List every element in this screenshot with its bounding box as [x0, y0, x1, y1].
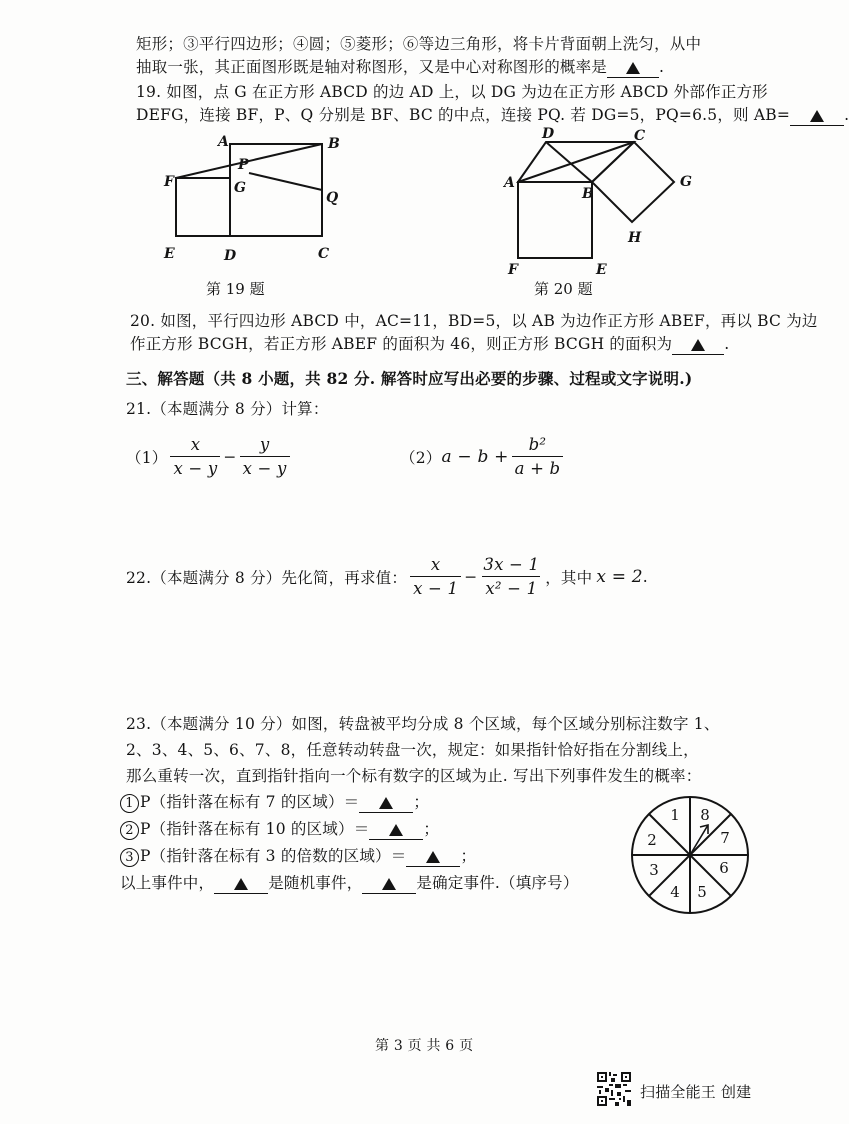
- q20-line1: 20. 如图，平行四边形 ABCD 中，AC=11，BD=5，以 AB 为边作正方形 ABEF，再以 BC 为边: [130, 312, 818, 330]
- q19-answer-blank: [790, 107, 844, 126]
- square-abef: [518, 182, 592, 258]
- label-f: F: [508, 262, 518, 278]
- q23-line1: 23.（本题满分 10 分）如图，转盘被平均分成 8 个区域，每个区域分别标注数字 1、: [126, 715, 720, 733]
- diagonal-bd: [546, 142, 592, 182]
- q23-item3-blank: [406, 848, 460, 867]
- triangle-marker-icon: [426, 851, 440, 863]
- spinner-diagram: [628, 793, 752, 917]
- fraction: [170, 436, 220, 478]
- minus-sign: −: [223, 447, 237, 466]
- q23-item1: 1 P（指针落在标有 7 的区域）＝ ；: [120, 790, 429, 813]
- spinner-number: 5: [697, 883, 707, 901]
- figure-20: [500, 124, 710, 302]
- summary-text-a: 以上事件中，: [120, 874, 215, 892]
- triangle-marker-icon: [234, 878, 248, 890]
- label-g: G: [234, 180, 246, 196]
- figure-19: [160, 132, 360, 300]
- q19-line2: DEFG，连接 BF，P、Q 分别是 BF、BC 的中点，连接 PQ. 若 DG=5，PQ=6.5，则 AB= .: [136, 106, 849, 124]
- fraction: [410, 556, 461, 598]
- fraction: [240, 436, 290, 478]
- label-h: H: [628, 230, 642, 246]
- q21-part1-label: （1）: [126, 448, 168, 467]
- q18-line1: 矩形；③平行四边形；④圆；⑤菱形；⑥等边三角形，将卡片背面朝上洗匀，从中: [136, 35, 702, 53]
- q23-random-blank: [214, 875, 268, 894]
- label-g: G: [680, 174, 692, 190]
- denominator: x − 1: [410, 576, 461, 597]
- numerator: x: [190, 435, 201, 454]
- spinner-number: 2: [647, 831, 657, 849]
- q23-item2: 2 P（指针落在标有 10 的区域）＝ ；: [120, 817, 439, 840]
- q23-line2: 2、3、4、5、6、7、8，任意转动转盘一次，规定：如果指针恰好指在分割线上，: [126, 741, 699, 759]
- q20-text: 作正方形 BCGH，若正方形 ABEF 的面积为 46，则正方形 BCGH 的面积为: [130, 335, 673, 353]
- denominator: x − y: [240, 456, 290, 477]
- q19-text: DEFG，连接 BF，P、Q 分别是 BF、BC 的中点，连接 PQ. 若 DG=5，PQ=6.5，则 AB=: [136, 106, 791, 124]
- triangle-marker-icon: [382, 878, 396, 890]
- expression: a − b +: [441, 446, 509, 467]
- q20-line2: 作正方形 BCGH，若正方形 ABEF 的面积为 46，则正方形 BCGH 的面积为 .: [130, 335, 730, 353]
- label-c: C: [318, 246, 330, 262]
- spinner-number: 6: [719, 859, 729, 877]
- q22-condition: x = 2: [596, 566, 643, 587]
- numerator: y: [259, 435, 270, 454]
- fraction: [512, 436, 564, 478]
- label-d: D: [542, 126, 555, 142]
- q22-period: .: [642, 567, 648, 586]
- denominator: a + b: [512, 456, 564, 477]
- label-q: Q: [326, 190, 339, 206]
- q22: [126, 556, 648, 598]
- item-text: P（指针落在标有 10 的区域）＝: [140, 820, 370, 838]
- item-number: 1: [120, 794, 139, 813]
- item-text: P（指针落在标有 3 的倍数的区域）＝: [140, 847, 407, 865]
- triangle-marker-icon: [810, 110, 824, 122]
- label-d: D: [224, 248, 237, 264]
- label-f: F: [164, 174, 174, 190]
- denominator: x − y: [170, 456, 220, 477]
- qr-code-icon: [597, 1072, 631, 1106]
- label-b: B: [582, 186, 594, 202]
- diagonal-ac: [518, 142, 634, 182]
- spinner-number: 7: [720, 829, 730, 847]
- label-a: A: [504, 175, 515, 191]
- q22-stem: 22.（本题满分 8 分）先化简，再求值：: [126, 568, 408, 587]
- fraction: [480, 556, 542, 598]
- spinner-number: 4: [670, 883, 680, 901]
- q21-part2: [400, 436, 566, 478]
- label-e: E: [164, 246, 175, 262]
- label-b: B: [328, 136, 340, 152]
- q23-item1-blank: [359, 794, 413, 813]
- triangle-marker-icon: [626, 62, 640, 74]
- q21-part2-label: （2）: [400, 448, 442, 467]
- q22-tail: ，其中: [545, 568, 593, 587]
- item-text: P（指针落在标有 7 的区域）＝: [140, 793, 360, 811]
- numerator: x: [430, 555, 441, 574]
- section-3-heading: 三、解答题（共 8 小题，共 82 分. 解答时应写出必要的步骤、过程或文字说明.): [126, 369, 693, 388]
- q19-line1: 19. 如图，点 G 在正方形 ABCD 的边 AD 上，以 DG 为边在正方形 ABCD 外部作正方形: [136, 83, 768, 101]
- numerator: 3x − 1: [483, 555, 540, 574]
- denominator: x² − 1: [482, 576, 540, 597]
- segment-bf: [176, 144, 322, 178]
- q23-line3: 那么重转一次，直到指针指向一个标有数字的区域为止. 写出下列事件发生的概率：: [126, 767, 702, 785]
- spinner-number: 1: [670, 806, 680, 824]
- label-a: A: [218, 134, 229, 150]
- scanner-watermark: 扫描全能王 创建: [640, 1083, 752, 1101]
- q18-answer-blank: [607, 59, 659, 78]
- figure-19-caption: 第 19 题: [206, 280, 265, 298]
- segment-pq: [249, 173, 322, 190]
- q21-part1: [126, 436, 293, 478]
- q21-stem: 21.（本题满分 8 分）计算：: [126, 400, 329, 418]
- summary-text-b: 是随机事件，: [268, 874, 363, 892]
- item-number: 3: [120, 848, 139, 867]
- q18-text: 抽取一张，其正面图形既是轴对称图形，又是中心对称图形的概率是: [136, 58, 608, 76]
- triangle-marker-icon: [389, 824, 403, 836]
- triangle-marker-icon: [379, 797, 393, 809]
- spinner-number: 3: [649, 861, 659, 879]
- q20-answer-blank: [672, 336, 724, 355]
- q23-certain-blank: [362, 875, 416, 894]
- q23-item2-blank: [369, 821, 423, 840]
- figure-20-caption: 第 20 题: [534, 280, 593, 298]
- numerator: b²: [528, 435, 547, 454]
- label-p: P: [238, 157, 249, 173]
- triangle-marker-icon: [691, 339, 705, 351]
- spinner-number: 8: [700, 806, 710, 824]
- label-c: C: [634, 128, 646, 144]
- q23-item3: 3 P（指针落在标有 3 的倍数的区域）＝ ；: [120, 844, 476, 867]
- q23-summary: [120, 871, 579, 894]
- label-e: E: [596, 262, 607, 278]
- square-defg: [176, 178, 230, 236]
- square-bcgh: [592, 142, 674, 222]
- q18-line2: 抽取一张，其正面图形既是轴对称图形，又是中心对称图形的概率是 .: [136, 58, 665, 76]
- item-number: 2: [120, 821, 139, 840]
- minus-sign: −: [464, 567, 478, 586]
- page-number: 第 3 页 共 6 页: [375, 1038, 474, 1054]
- summary-text-c: 是确定事件.（填序号）: [416, 874, 579, 892]
